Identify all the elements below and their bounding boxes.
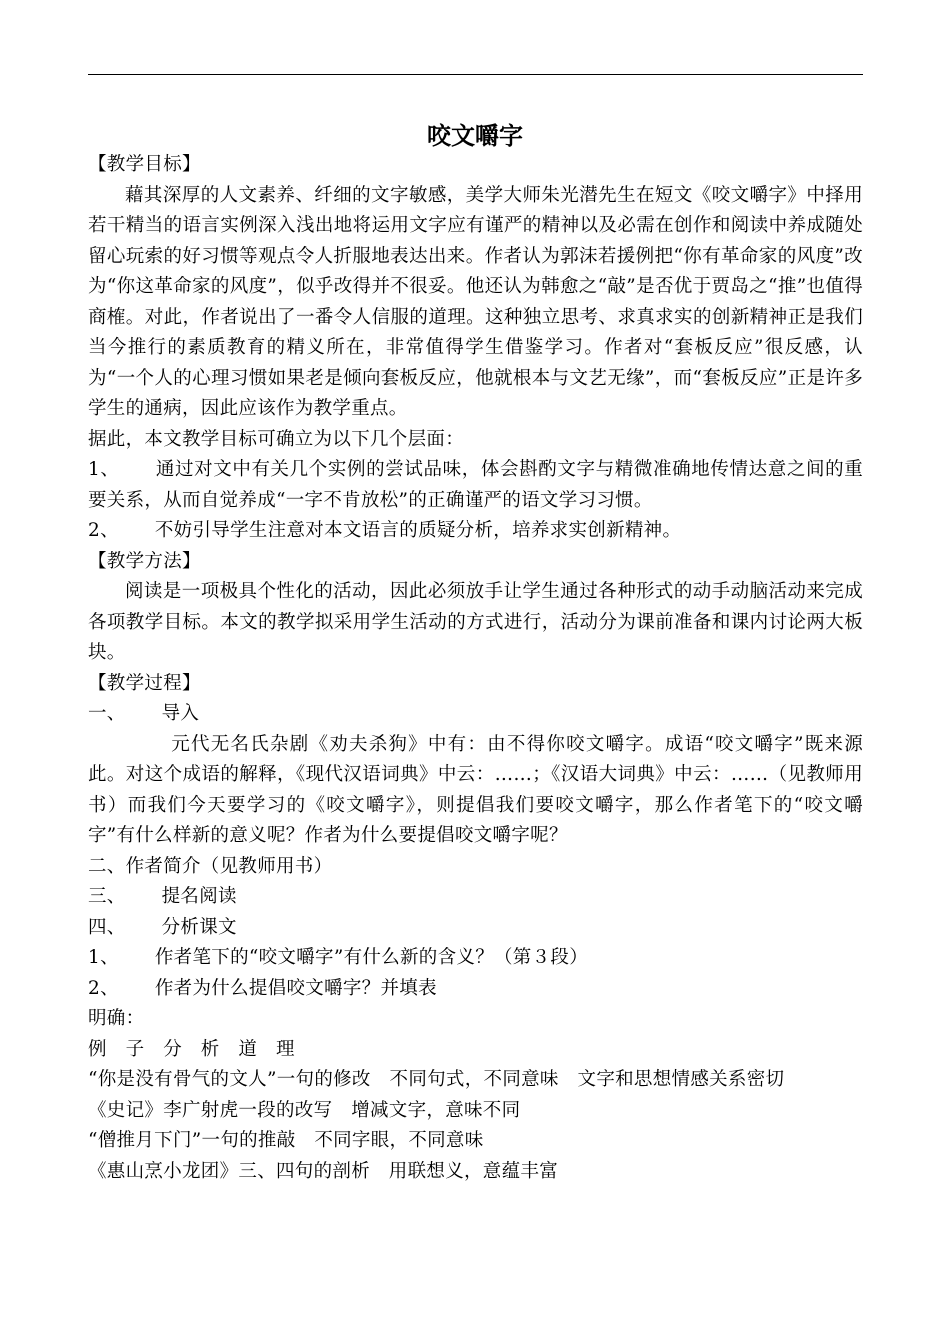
process-heading: 【教学过程】	[88, 672, 201, 694]
step-2: 二、作者简介（见教师用书）	[88, 855, 333, 877]
step-4	[88, 913, 863, 944]
step-4-number: 四、	[88, 916, 126, 938]
intro-paragraph: 元代无名氏杂剧《劝夫杀狗》中有：由不得你咬文嚼字。成语“咬文嚼字”既来源此。对这个成语的解释，《现代汉语词典》中云：……；《汉语大词典》中云：……（见教师用书）而我们今天要学习的《咬文嚼字》，则提倡我们要咬文嚼字，那么作者笔下的“咬文嚼字”有什么样新的意义呢？作者为什么要提倡咬文嚼字呢？	[88, 733, 863, 846]
question-2	[88, 974, 863, 1005]
method-paragraph: 阅读是一项极具个性化的活动，因此必须放手让学生通过各种形式的动手动脑活动来完成各项教学目标。本文的教学拟采用学生活动的方式进行，活动分为课前准备和课内讨论两大板块。	[88, 581, 863, 663]
step-1-text: 导入	[161, 703, 200, 724]
goal-item-2-text: 不妨引导学生注意对本文语言的质疑分析，培养求实创新精神。	[154, 520, 682, 541]
step-3-number: 三、	[88, 886, 126, 907]
goals-intro: 据此，本文教学目标可确立为以下几个层面：	[88, 428, 465, 450]
table-row: 《史记》李广射虎一段的改写 增减文字，意味不同	[88, 1099, 521, 1121]
question-2-number: 2、	[88, 977, 119, 999]
header-rule	[88, 74, 863, 75]
table-row: “僧推月下门”一句的推敲 不同字眼，不同意味	[88, 1130, 484, 1151]
question-1-text: 作者笔下的“咬文嚼字”有什么新的含义？（第３段）	[154, 947, 588, 968]
table-header: 例 子 分 析 道 理	[88, 1038, 295, 1060]
goal-item-2	[88, 516, 863, 547]
step-3-text: 提名阅读	[161, 886, 237, 907]
goal-item-1-number: 1、	[88, 459, 120, 480]
step-1	[88, 699, 863, 730]
step-1-number: 一、	[88, 703, 126, 724]
goal-item-2-number: 2、	[88, 520, 119, 541]
step-4-text: 分析课文	[161, 916, 237, 938]
table-row: “你是没有骨气的文人”一句的修改 不同句式，不同意味 文字和思想情感关系密切	[88, 1069, 785, 1090]
document-body	[88, 150, 863, 1187]
goals-heading: 【教学目标】	[88, 154, 201, 175]
question-1-number: 1、	[88, 947, 119, 968]
table-row: 《惠山烹小龙团》三、四句的剖析 用联想义，意蕴丰富	[88, 1160, 559, 1182]
goal-item-1-text: 通过对文中有关几个实例的尝试品味，体会斟酌文字与精微准确地传情达意之间的重要关系，从而自觉养成“一字不肯放松”的正确谨严的语文学习习惯。	[88, 459, 863, 511]
goals-paragraph: 藉其深厚的人文素养、纤细的文字敏感，美学大师朱光潜先生在短文《咬文嚼字》中择用若干精当的语言实例深入浅出地将运用文字应有谨严的精神以及必需在创作和阅读中养成随处留心玩索的好习惯等观点令人折服地表达出来。作者认为郭沫若援例把“你有革命家的风度”改为“你这革命家的风度”，似乎改得并不很妥。他还认为韩愈之“敲”是否优于贾岛之“推”也值得商榷。对此，作者说出了一番令人信服的道理。这种独立思考、求真求实的创新精神正是我们当今推行的素质教育的精义所在，非常值得学生借鉴学习。作者对“套板反应”很反感，认为“一个人的心理习惯如果老是倾向套板反应，他就根本与文艺无缘”，而“套板反应”正是许多学生的通病，因此应该作为教学重点。	[88, 184, 863, 419]
step-3	[88, 882, 863, 913]
clarify-label: 明确：	[88, 1008, 145, 1029]
document-title: 咬文嚼字	[427, 122, 523, 150]
method-heading: 【教学方法】	[88, 550, 201, 572]
question-1	[88, 943, 863, 974]
goal-item-1	[88, 455, 863, 516]
question-2-text: 作者为什么提倡咬文嚼字？并填表	[154, 977, 437, 999]
